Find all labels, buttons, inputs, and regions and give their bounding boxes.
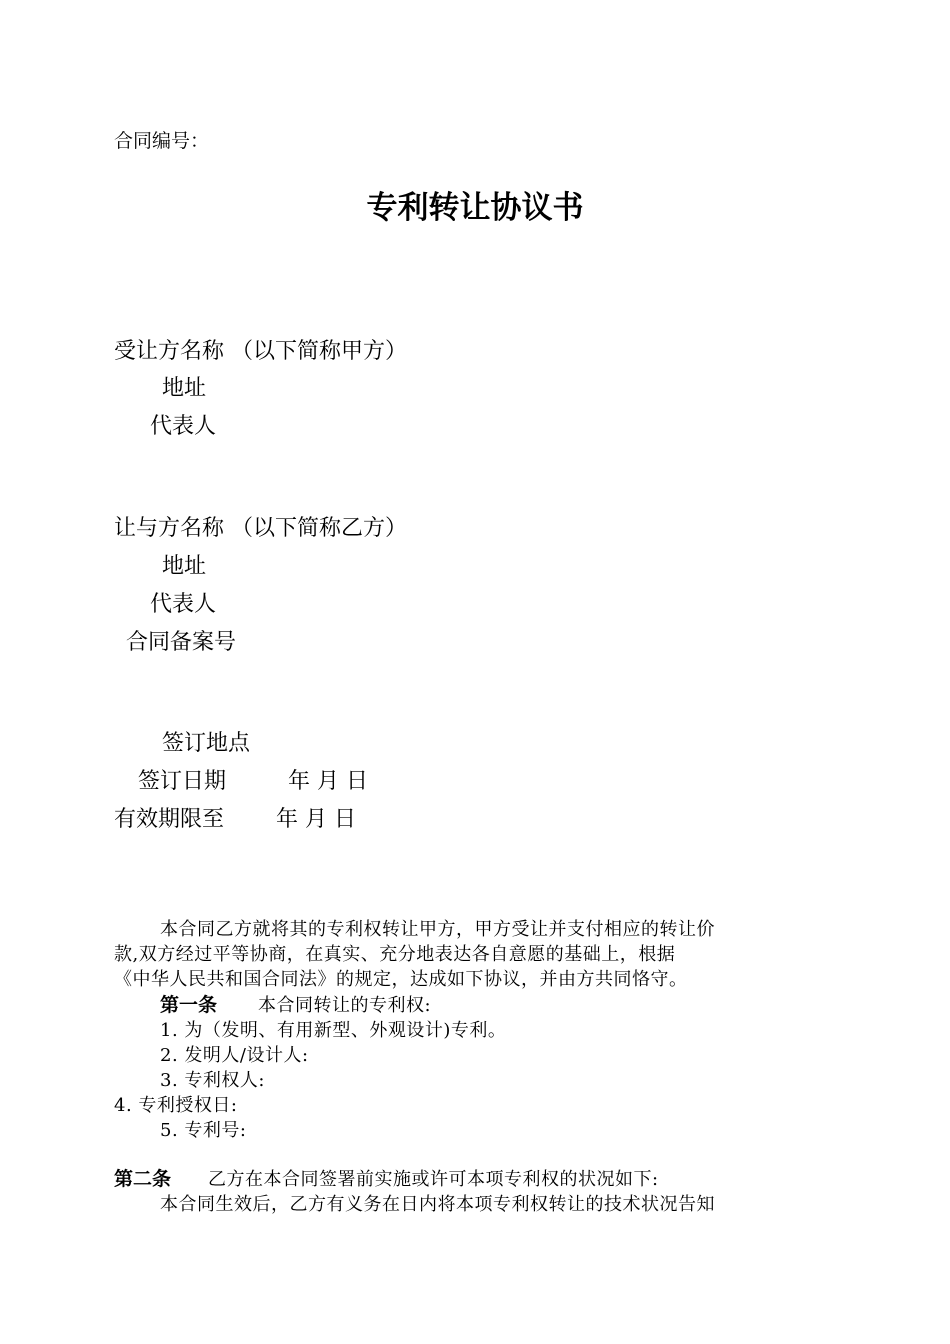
article-1-item-3: 3. 专利权人: [160, 1070, 265, 1091]
party-a-name-label: 受让方名称 （以下简称甲方） [114, 339, 407, 364]
article-1-heading: 第一条 [160, 994, 218, 1016]
document-title: 专利转让协议书 [366, 190, 584, 226]
intro-line-2: 款,双方经过平等协商，在真实、充分地表达各自意愿的基础上，根据 [114, 944, 676, 965]
party-b-representative-label: 代表人 [150, 592, 217, 617]
article-1-item-2: 2. 发明人/设计人: [160, 1045, 309, 1066]
article-1-text: 本合同转让的专利权: [258, 995, 432, 1016]
party-b-name-label: 让与方名称 （以下简称乙方） [114, 516, 407, 541]
intro-line-3: 《中华人民共和国合同法》的规定，达成如下协议，并由方共同恪守。 [114, 969, 688, 990]
valid-until-label: 有效期限至 [114, 807, 225, 832]
contract-number-label: 合同编号： [114, 130, 210, 152]
article-2-text: 乙方在本合同签署前实施或许可本项专利权的状况如下: [208, 1169, 659, 1190]
party-a-address-label: 地址 [162, 376, 207, 401]
contract-filing-number-label: 合同备案号 [126, 630, 237, 655]
intro-line-1: 本合同乙方就将其的专利权转让甲方，甲方受让并支付相应的转让价 [160, 919, 715, 940]
valid-until-ymd: 年 月 日 [276, 807, 356, 832]
signing-date-ymd: 年 月 日 [288, 769, 368, 794]
party-b-address-label: 地址 [162, 554, 207, 579]
signing-date-label: 签订日期 [138, 769, 227, 794]
article-1-item-4: 4. 专利授权日: [114, 1095, 238, 1116]
article-1-item-1: 1. 为（发明、有用新型、外观设计)专利。 [160, 1020, 507, 1041]
article-2-heading: 第二条 [114, 1168, 172, 1190]
article-2-line-2: 本合同生效后，乙方有义务在日内将本项专利权转让的技术状况告知 [160, 1194, 715, 1215]
party-a-representative-label: 代表人 [150, 414, 217, 439]
signing-place-label: 签订地点 [162, 731, 251, 756]
article-1-item-5: 5. 专利号: [160, 1120, 247, 1141]
